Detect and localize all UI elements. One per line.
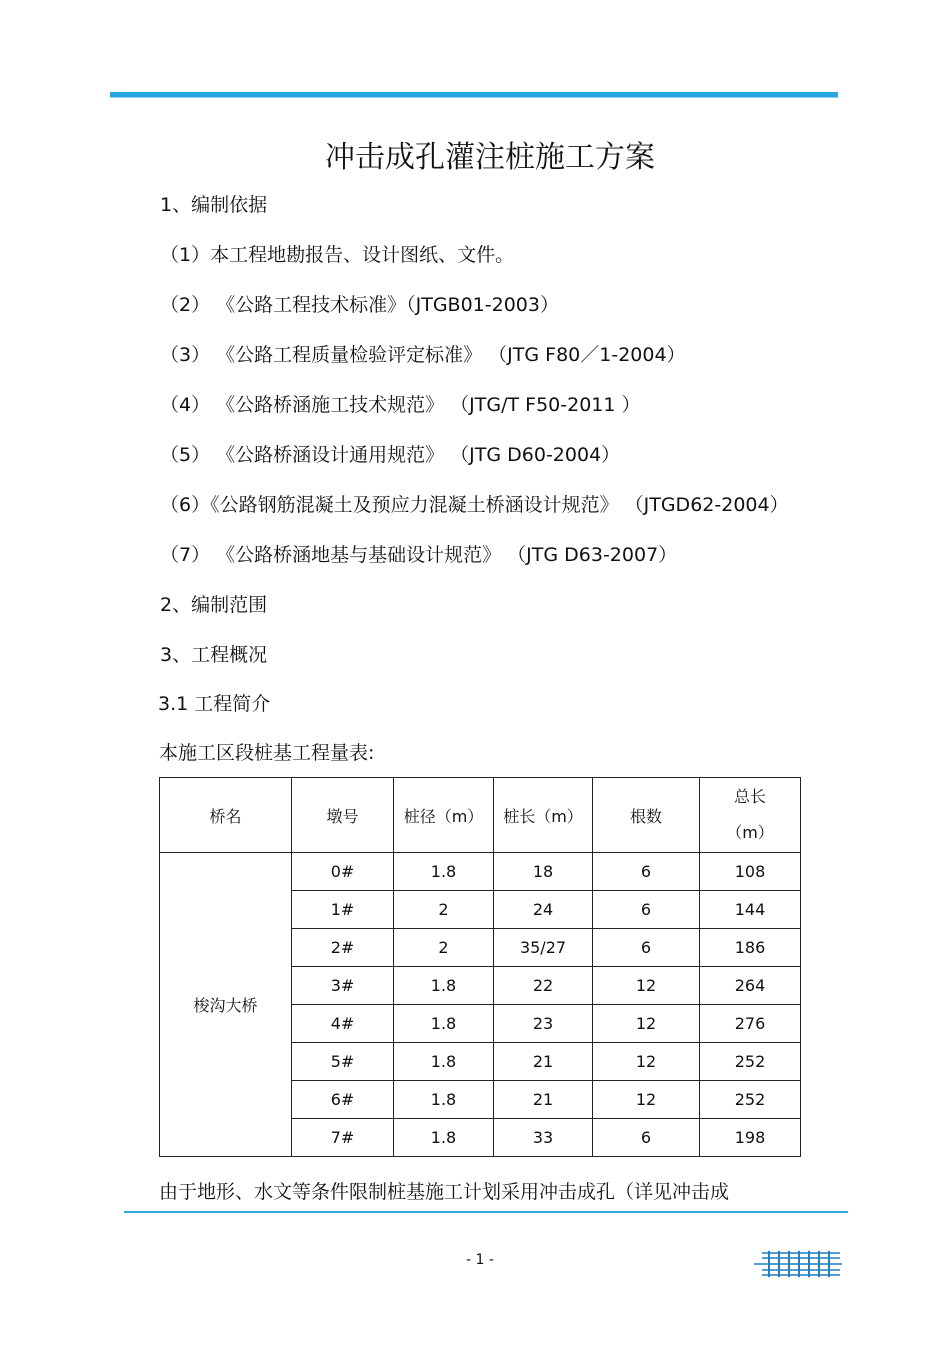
table-cell: 5#: [292, 1043, 394, 1081]
table-cell: 1#: [292, 891, 394, 929]
page-number: - 1 -: [466, 1252, 494, 1268]
table-cell: 24: [494, 891, 593, 929]
header-total-length-label: 总长: [733, 787, 766, 806]
reference-item-7: （7） 《公路桥涵地基与基础设计规范》 （JTG D63-2007）: [160, 544, 678, 566]
publisher-logo-icon: [752, 1248, 844, 1278]
footer-rule: [124, 1211, 848, 1213]
section-heading-scope: 2、编制范围: [160, 594, 268, 616]
table-cell: 21: [494, 1081, 593, 1119]
reference-item-5: （5） 《公路桥涵设计通用规范》 （JTG D60-2004）: [160, 444, 621, 466]
table-cell: 6: [593, 1119, 700, 1157]
table-cell: 35/27: [494, 929, 593, 967]
table-cell: 4#: [292, 1005, 394, 1043]
table-cell: 12: [593, 1005, 700, 1043]
table-cell: 12: [593, 1081, 700, 1119]
table-cell: 6#: [292, 1081, 394, 1119]
table-cell: 12: [593, 1043, 700, 1081]
table-cell: 186: [700, 929, 801, 967]
reference-item-2: （2） 《公路工程技术标准》（JTGB01-2003）: [160, 294, 559, 316]
body-paragraph: 由于地形、水文等条件限制桩基施工计划采用冲击成孔（详见冲击成: [159, 1181, 730, 1203]
header-rule: [110, 92, 838, 98]
section-heading-overview: 3、工程概况: [160, 644, 268, 666]
table-cell: 33: [494, 1119, 593, 1157]
table-row: [160, 853, 801, 891]
table-cell: 1.8: [394, 1005, 494, 1043]
section-heading-basis: 1、编制依据: [160, 194, 268, 216]
table-cell: 3#: [292, 967, 394, 1005]
table-cell: 1.8: [394, 853, 494, 891]
table-cell: 252: [700, 1081, 801, 1119]
table-cell: 23: [494, 1005, 593, 1043]
document-title: 冲击成孔灌注桩施工方案: [325, 140, 655, 175]
reference-item-4: （4） 《公路桥涵施工技术规范》 （JTG/T F50-2011 ）: [160, 394, 641, 416]
table-cell: 198: [700, 1119, 801, 1157]
table-cell: 0#: [292, 853, 394, 891]
table-cell: 6: [593, 853, 700, 891]
table-cell: 2: [394, 929, 494, 967]
table-cell: 2: [394, 891, 494, 929]
header-pile-diameter: 桩径（m）: [394, 778, 494, 853]
table-cell: 6: [593, 891, 700, 929]
table-cell: 22: [494, 967, 593, 1005]
bridge-name-cell: 梭沟大桥: [160, 853, 292, 1157]
table-cell: 1.8: [394, 1119, 494, 1157]
reference-item-1: （1）本工程地勘报告、设计图纸、文件。: [160, 244, 515, 266]
reference-item-6: （6）《公路钢筋混凝土及预应力混凝土桥涵设计规范》 （JTGD62-2004）: [160, 494, 789, 516]
reference-item-3: （3） 《公路工程质量检验评定标准》 （JTG F80／1-2004）: [160, 344, 686, 366]
table-cell: 6: [593, 929, 700, 967]
header-pier-no: 墩号: [292, 778, 394, 853]
table-cell: 252: [700, 1043, 801, 1081]
pile-quantity-table: [159, 777, 801, 1157]
table-cell: 7#: [292, 1119, 394, 1157]
header-total-length-unit: （m）: [726, 823, 774, 842]
table-cell: 1.8: [394, 1043, 494, 1081]
table-cell: 264: [700, 967, 801, 1005]
header-total-length: [700, 778, 801, 853]
header-pile-count: 根数: [593, 778, 700, 853]
table-cell: 1.8: [394, 1081, 494, 1119]
table-cell: 144: [700, 891, 801, 929]
table-cell: 1.8: [394, 967, 494, 1005]
table-cell: 12: [593, 967, 700, 1005]
table-cell: 276: [700, 1005, 801, 1043]
table-cell: 18: [494, 853, 593, 891]
table-cell: 21: [494, 1043, 593, 1081]
table-caption: 本施工区段桩基工程量表:: [159, 742, 375, 764]
table-header-row: [160, 778, 801, 853]
header-pile-length: 桩长（m）: [494, 778, 593, 853]
subsection-heading: 3.1 工程简介: [158, 693, 271, 715]
table-cell: 2#: [292, 929, 394, 967]
header-bridge-name: 桥名: [160, 778, 292, 853]
table-cell: 108: [700, 853, 801, 891]
